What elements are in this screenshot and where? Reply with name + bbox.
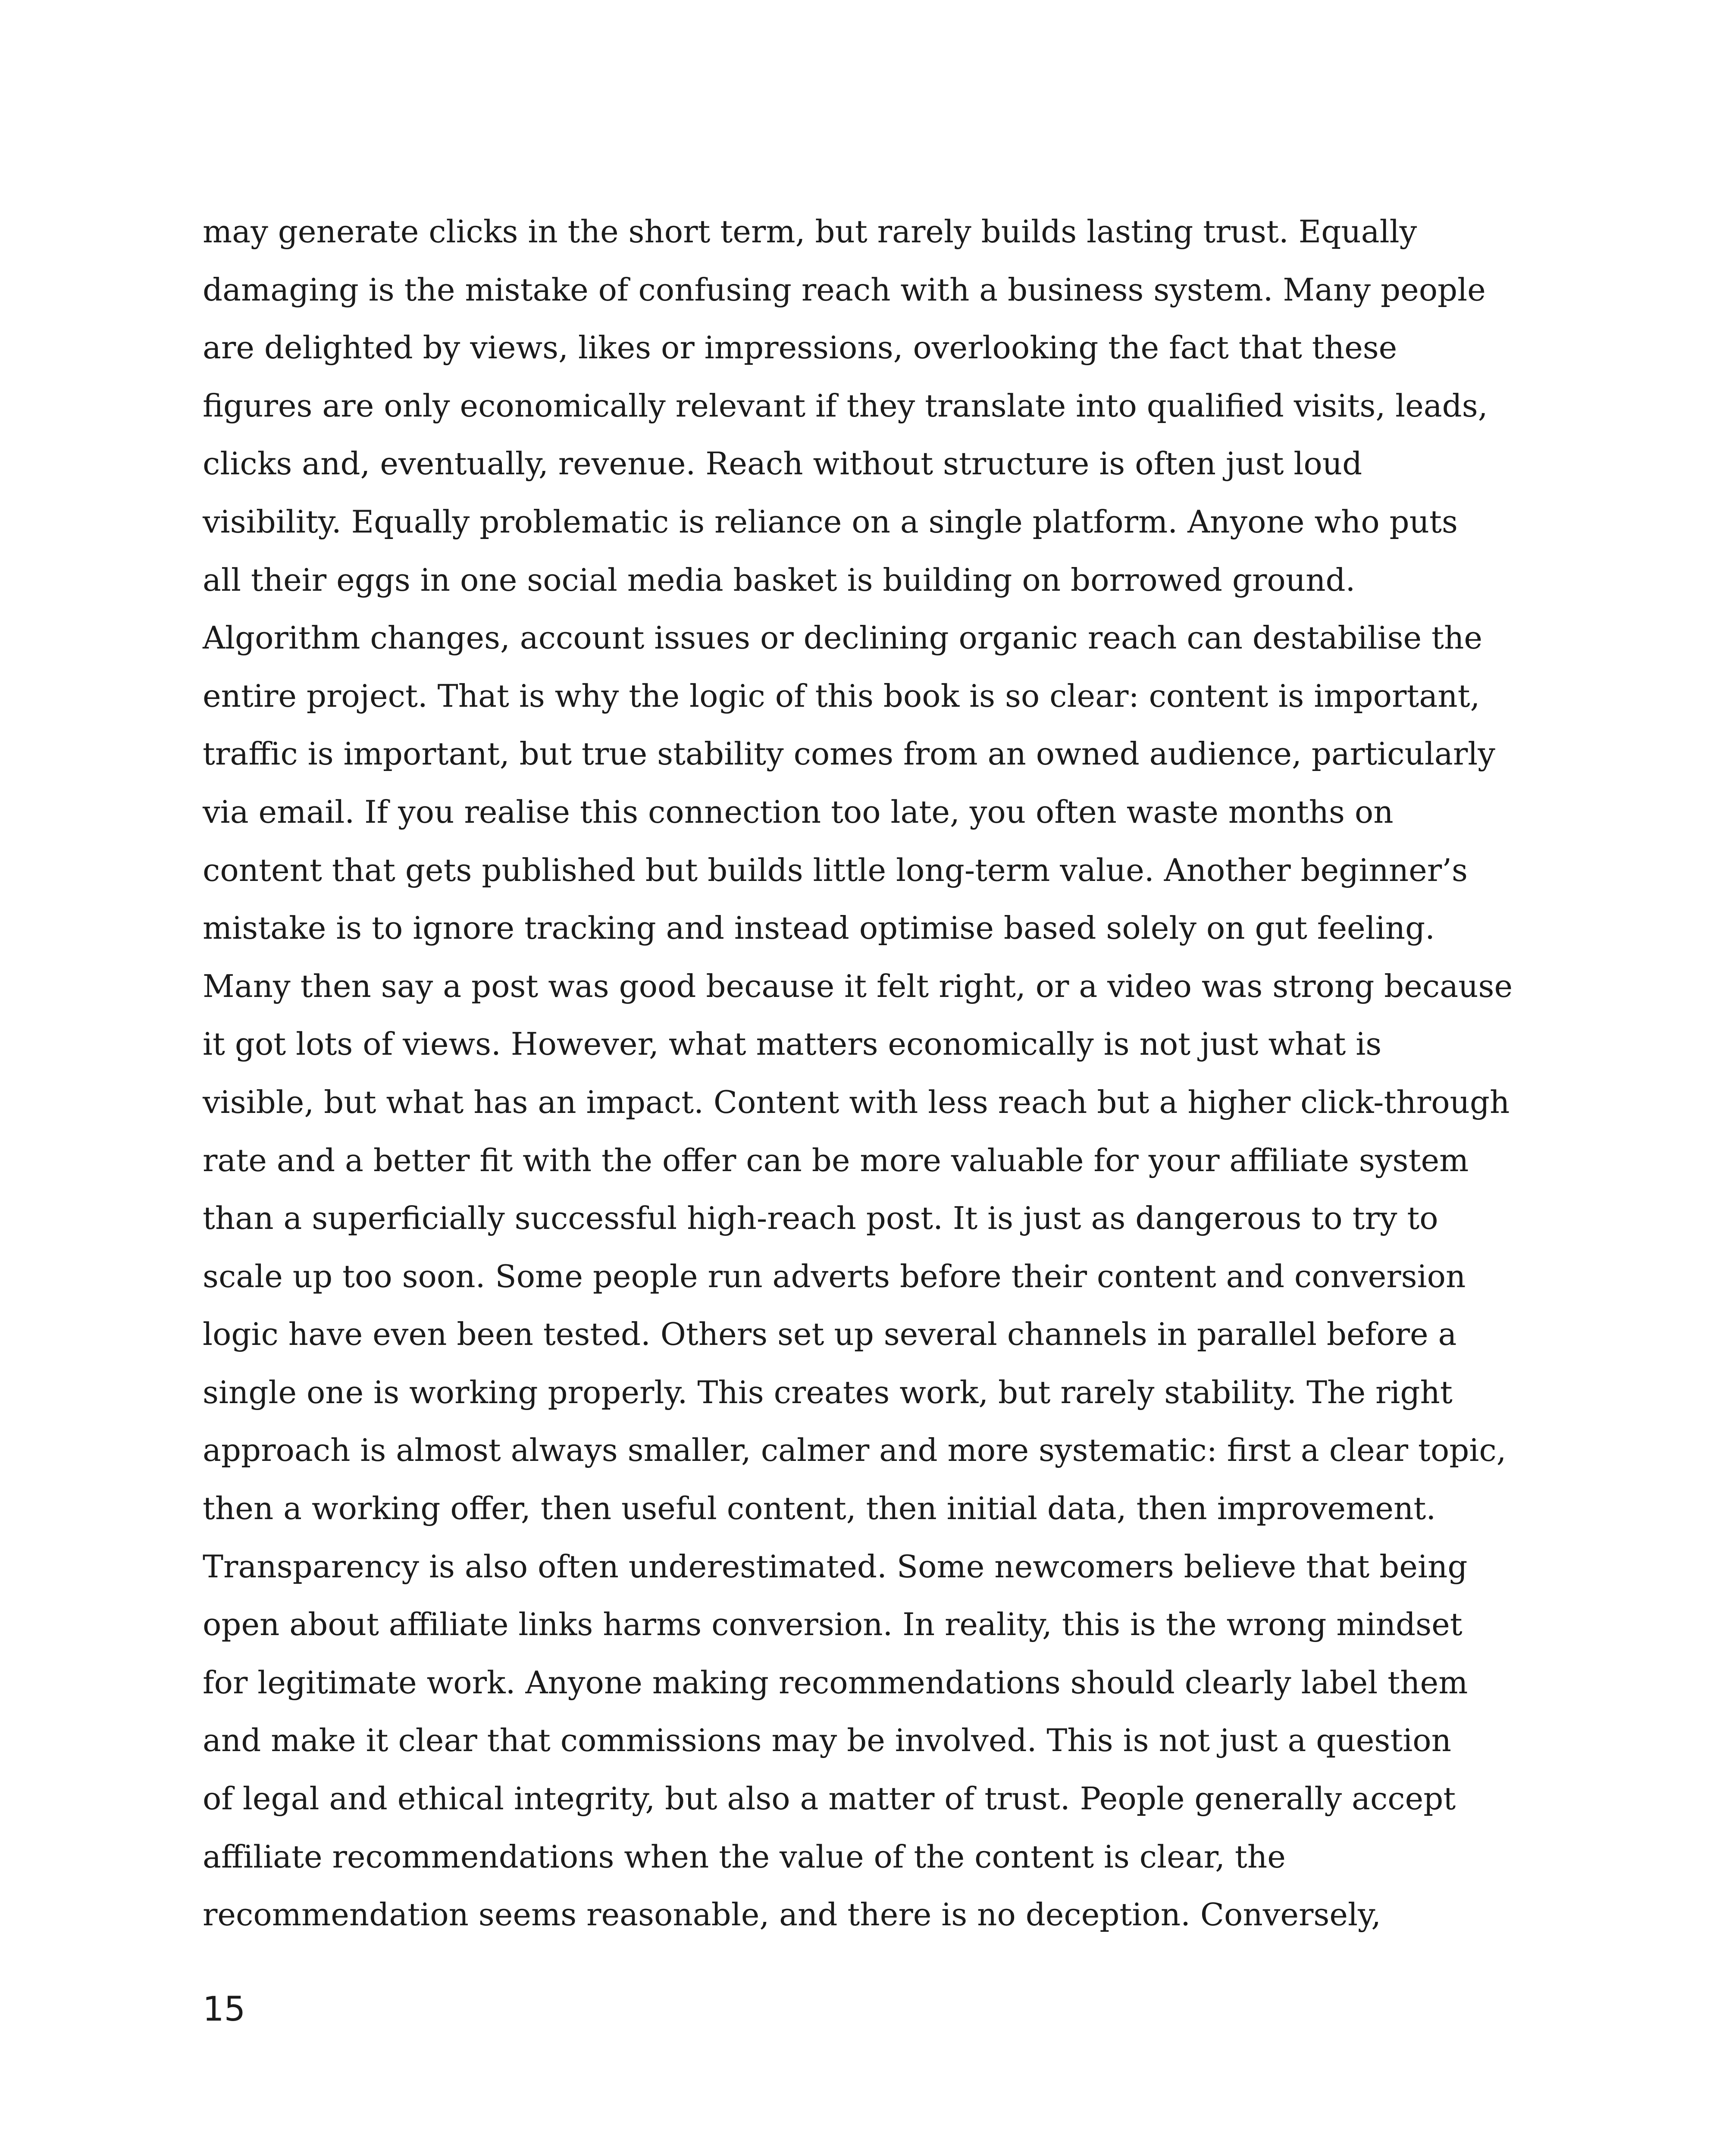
text-line: recommendation seems reasonable, and there is no deception. Conversely, [203,1896,1381,1933]
text-line: via email. If you realise this connection too late, you often waste months on [203,793,1394,830]
text-line: and make it clear that commissions may be involved. This is not just a question [203,1722,1451,1759]
text-line: may generate clicks in the short term, but rarely builds lasting trust. Equally [203,213,1417,250]
text-line: mistake is to ignore tracking and instead optimise based solely on gut feeling. [203,910,1435,946]
text-line: scale up too soon. Some people run adverts before their content and conversion [203,1258,1466,1294]
text-line: affiliate recommendations when the value of the content is clear, the [203,1838,1286,1875]
text-line: Algorithm changes, account issues or declining organic reach can destabilise the [203,620,1482,656]
text-line: visible, but what has an impact. Content with less reach but a higher click-through [203,1084,1510,1120]
text-line: are delighted by views, likes or impressions, overlooking the fact that these [203,329,1397,366]
text-line: entire project. That is why the logic of this book is so clear: content is important, [203,677,1480,714]
text-line: all their eggs in one social media basket is building on borrowed ground. [203,561,1356,598]
text-line: than a superficially successful high-reach post. It is just as dangerous to try to [203,1200,1438,1237]
page-number: 15 [203,1990,246,2029]
text-line: figures are only economically relevant if they translate into qualified visits, leads, [203,387,1488,424]
text-line: visibility. Equally problematic is reliance on a single platform. Anyone who puts [203,503,1458,540]
text-line: logic have even been tested. Others set up several channels in parallel before a [203,1316,1457,1353]
text-line: of legal and ethical integrity, but also a matter of trust. People generally accept [203,1780,1456,1817]
text-line: Many then say a post was good because it felt right, or a video was strong because [203,968,1513,1004]
text-line: traffic is important, but true stability comes from an owned audience, particularly [203,736,1495,772]
text-line: clicks and, eventually, revenue. Reach without structure is often just loud [203,445,1362,482]
text-line: it got lots of views. However, what matters economically is not just what is [203,1026,1382,1062]
text-line: content that gets published but builds little long-term value. Another beginner’s [203,852,1468,888]
text-line: approach is almost always smaller, calmer and more systematic: first a clear topic, [203,1432,1506,1469]
text-line: single one is working properly. This creates work, but rarely stability. The right [203,1374,1453,1410]
text-line: Transparency is also often underestimated. Some newcomers believe that being [203,1548,1468,1585]
text-line: damaging is the mistake of confusing reach with a business system. Many people [203,271,1486,308]
text-line: for legitimate work. Anyone making recommendations should clearly label them [203,1664,1468,1701]
body-text [203,203,1539,1944]
text-line: open about affiliate links harms conversion. In reality, this is the wrong mindset [203,1606,1463,1643]
text-line: rate and a better fit with the offer can be more valuable for your affiliate system [203,1142,1469,1178]
text-line: then a working offer, then useful content, then initial data, then improvement. [203,1490,1436,1527]
